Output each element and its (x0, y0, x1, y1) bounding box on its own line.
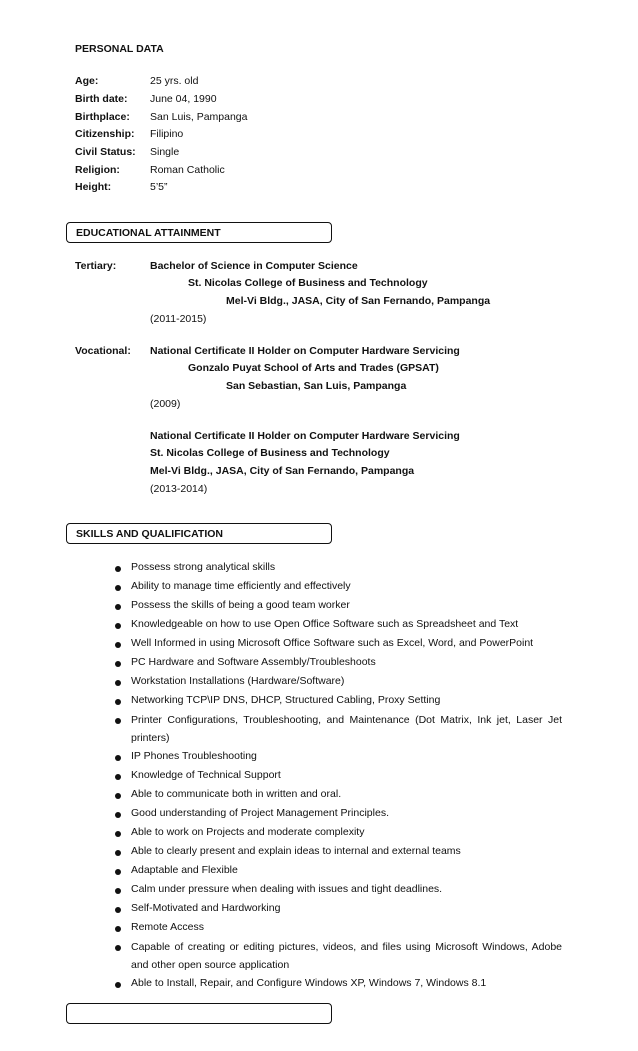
skill-item: Capable of creating or editing pictures, videos, and files using Microsoft Windows, Adobe and other open source application (131, 941, 562, 971)
bullet-icon (115, 699, 121, 705)
skill-item: Ability to manage time efficiently and effectively (131, 580, 351, 592)
birthplace-value: San Luis, Pampanga (150, 111, 248, 123)
vocational-school-1: Gonzalo Puyat School of Arts and Trades (GPSAT) (188, 362, 439, 374)
tertiary-label: Tertiary: (75, 260, 117, 272)
skill-item: PC Hardware and Software Assembly/Troubleshoots (131, 656, 376, 668)
skill-item: IP Phones Troubleshooting (131, 750, 257, 762)
vocational-school-2: St. Nicolas College of Business and Technology (150, 447, 390, 459)
vocational-years-1: (2009) (150, 398, 181, 410)
bullet-icon (115, 566, 121, 572)
vocational-address-2: Mel-Vi Bldg., JASA, City of San Fernando, Pampanga (150, 465, 415, 477)
education-heading: EDUCATIONAL ATTAINMENT (76, 227, 221, 239)
bullet-icon (115, 945, 121, 951)
birthdate-label: Birth date: (75, 93, 128, 105)
bullet-icon (115, 926, 121, 932)
birthdate-value: June 04, 1990 (150, 93, 217, 105)
next-section-box (66, 1003, 332, 1024)
skill-item: Workstation Installations (Hardware/Software) (131, 675, 345, 687)
skill-item: Able to communicate both in written and oral. (131, 788, 342, 800)
religion-value: Roman Catholic (150, 164, 225, 176)
bullet-icon (115, 623, 121, 629)
vocational-course-1: National Certificate II Holder on Computer Hardware Servicing (150, 345, 460, 357)
skills-heading: SKILLS AND QUALIFICATION (76, 528, 223, 540)
tertiary-school: St. Nicolas College of Business and Technology (188, 277, 428, 289)
vocational-years-2: (2013-2014) (150, 483, 208, 495)
tertiary-years: (2011-2015) (150, 313, 207, 325)
skill-item: Remote Access (131, 921, 204, 933)
skill-item: Well Informed in using Microsoft Office Software such as Excel, Word, and PowerPoint (131, 637, 534, 649)
skill-item: Adaptable and Flexible (131, 864, 238, 876)
skills-section-box (66, 523, 332, 544)
civil-status-label: Civil Status: (75, 146, 136, 158)
skill-item: Knowledgeable on how to use Open Office Software such as Spreadsheet and Text (131, 618, 519, 630)
bullet-icon (115, 718, 121, 724)
bullet-icon (115, 869, 121, 875)
vocational-label: Vocational: (75, 345, 131, 357)
height-value: 5’5” (150, 181, 168, 193)
bullet-icon (115, 793, 121, 799)
bullet-icon (115, 661, 121, 667)
bullet-icon (115, 812, 121, 818)
skill-item: Able to work on Projects and moderate complexity (131, 826, 365, 838)
height-label: Height: (75, 181, 112, 193)
skill-item: Networking TCP\IP DNS, DHCP, Structured Cabling, Proxy Setting (131, 694, 441, 706)
age-value: 25 yrs. old (150, 75, 199, 87)
skill-item: Calm under pressure when dealing with issues and tight deadlines. (131, 883, 443, 895)
bullet-icon (115, 982, 121, 988)
birthplace-label: Birthplace: (75, 111, 130, 123)
skill-item: Good understanding of Project Management Principles. (131, 807, 389, 819)
citizenship-label: Citizenship: (75, 128, 135, 140)
bullet-icon (115, 604, 121, 610)
civil-status-value: Single (150, 146, 180, 158)
personal-data-heading: PERSONAL DATA (75, 43, 164, 55)
religion-label: Religion: (75, 164, 120, 176)
age-label: Age: (75, 75, 99, 87)
tertiary-course: Bachelor of Science in Computer Science (150, 260, 358, 272)
education-section-box (66, 222, 332, 243)
bullet-icon (115, 888, 121, 894)
skill-item: Printer Configurations, Troubleshooting, and Maintenance (Dot Matrix, Ink jet, Laser Jet printers) (131, 714, 562, 744)
skill-item: Possess the skills of being a good team worker (131, 599, 350, 611)
citizenship-value: Filipino (150, 128, 184, 140)
skill-item: Able to Install, Repair, and Configure Windows XP, Windows 7, Windows 8.1 (131, 977, 487, 989)
bullet-icon (115, 585, 121, 591)
skill-item: Self-Motivated and Hardworking (131, 902, 281, 914)
bullet-icon (115, 831, 121, 837)
vocational-address-1: San Sebastian, San Luis, Pampanga (226, 380, 407, 392)
bullet-icon (115, 642, 121, 648)
skill-item: Knowledge of Technical Support (131, 769, 281, 781)
bullet-icon (115, 680, 121, 686)
bullet-icon (115, 755, 121, 761)
bullet-icon (115, 907, 121, 913)
bullet-icon (115, 774, 121, 780)
skill-item: Able to clearly present and explain ideas to internal and external teams (131, 845, 461, 857)
tertiary-address: Mel-Vi Bldg., JASA, City of San Fernando, Pampanga (226, 295, 491, 307)
vocational-course-2: National Certificate II Holder on Computer Hardware Servicing (150, 430, 460, 442)
skill-item: Possess strong analytical skills (131, 561, 276, 573)
bullet-icon (115, 850, 121, 856)
